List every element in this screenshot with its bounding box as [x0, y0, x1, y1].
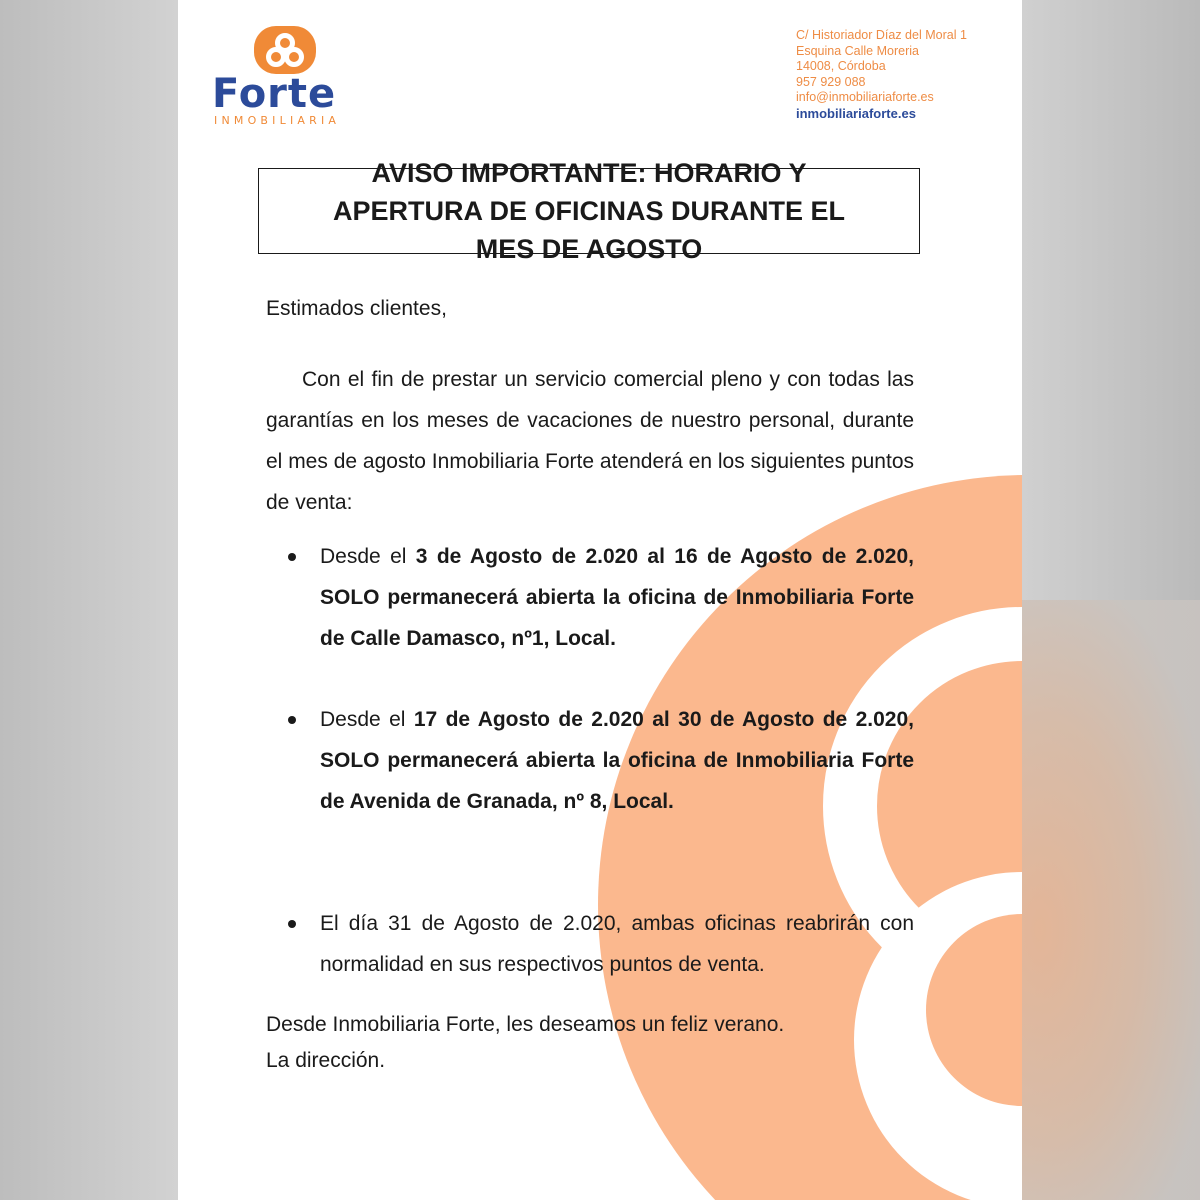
address-line-2: Esquina Calle Moreria [796, 43, 919, 58]
list-item-bold: 17 de Agosto de 2.020 al 30 de Agosto de 2.020, SOLO permanecerá abierta la oficina de Inmobiliaria Forte de Avenida de Granada, nº 8, Local. [320, 708, 914, 813]
list-item-text: El día 31 de Agosto de 2.020, ambas oficinas reabrirán con normalidad en sus respectivos puntos de venta. [320, 912, 914, 976]
list-item-lead: Desde el [320, 545, 407, 568]
background-left [0, 0, 178, 1200]
email-address: info@inmobiliariaforte.es [796, 90, 934, 104]
address-line-1: C/ Historiador Díaz del Moral 1 [796, 28, 967, 42]
list-item-lead: Desde el [320, 708, 406, 731]
notice-title-box [258, 158, 920, 264]
office-schedule-list [266, 536, 914, 985]
greeting: Estimados clientes, [266, 297, 447, 320]
letter-page [178, 0, 1022, 1200]
intro-paragraph: Con el fin de prestar un servicio comercial pleno y con todas las garantías en los meses de vacaciones de nuestro personal, durante el mes de agosto Inmobiliaria Forte atenderá en los siguientes puntos de venta: [266, 368, 914, 514]
list-item [266, 699, 914, 822]
notice-title: AVISO IMPORTANTE: HORARIO Y APERTURA DE OFICINAS DURANTE EL MES DE AGOSTO [332, 158, 845, 264]
address-line-3: 14008, Córdoba [796, 59, 886, 73]
logo-badge-icon [254, 26, 316, 74]
contact-block [796, 28, 1016, 121]
background-right-orange-blur [1022, 600, 1200, 1200]
list-item [266, 903, 914, 985]
logo-wordmark: Forte [212, 71, 337, 117]
closing-line: Desde Inmobiliaria Forte, les deseamos un feliz verano. [266, 1013, 785, 1036]
signature-line: La dirección. [266, 1049, 386, 1072]
phone-number: 957 929 088 [796, 74, 866, 89]
forte-logo [208, 26, 368, 130]
list-item [266, 536, 914, 659]
logo-subtitle: INMOBILIARIA [214, 114, 341, 127]
website-link: inmobiliariaforte.es [796, 105, 916, 121]
list-item-bold: 3 de Agosto de 2.020 al 16 de Agosto de 2.020, SOLO permanecerá abierta la oficina de Inmobiliaria Forte de Calle Damasco, nº1, Local. [320, 545, 915, 650]
